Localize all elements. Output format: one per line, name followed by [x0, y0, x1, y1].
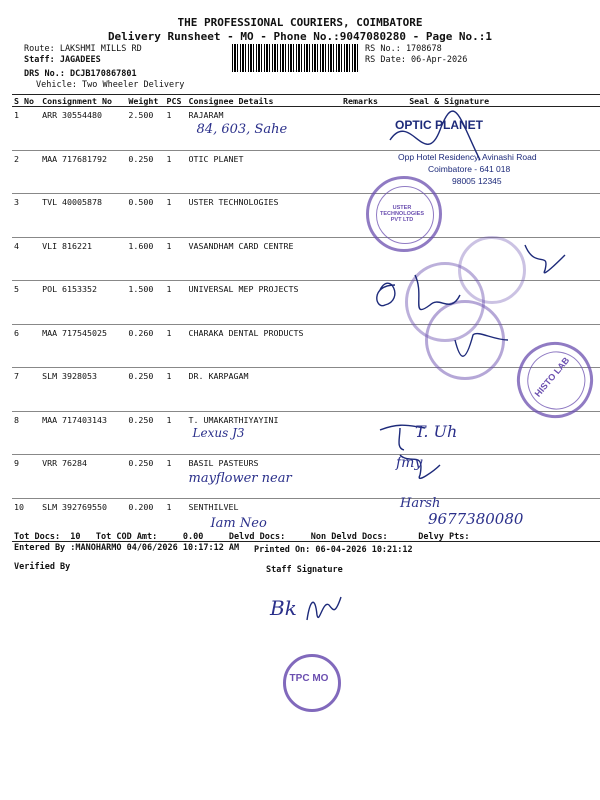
row-pcs: 1 [164, 237, 186, 281]
tpc-mo-seal-text: TPC MO [289, 673, 329, 684]
row-weight: 0.260 [126, 324, 164, 368]
row-weight: 0.200 [126, 498, 164, 542]
row-sno: 10 [12, 498, 40, 542]
row8-signature-text: T. Uh [415, 422, 458, 441]
row-consignee: DR. KARPAGAM [187, 368, 342, 412]
col-sno: S No [12, 95, 40, 107]
handwritten-note: Lexus J3 [192, 425, 245, 440]
row-consignee: CHARAKA DENTAL PRODUCTS [187, 324, 342, 368]
row-pcs: 1 [164, 455, 186, 499]
staff-label: Staff: JAGADEES [24, 55, 101, 65]
row-weight: 1.500 [126, 281, 164, 325]
row-consignee [187, 411, 342, 455]
row10-signature-text: Harsh [400, 496, 441, 511]
row-pcs: 1 [164, 107, 186, 151]
signature-row1 [390, 111, 480, 160]
row-consignment: MAA 717403143 [40, 411, 126, 455]
optic-planet-stamp-title: OPTIC PLANET [395, 118, 484, 132]
uster-seal-text: USTER TECHNOLOGIES PVT LTD [379, 205, 424, 223]
histo-lab-seal-text: HISTO LAB [532, 355, 572, 399]
row-pcs: 1 [164, 281, 186, 325]
staff-signature-scribble [305, 592, 345, 622]
row-pcs: 1 [164, 411, 186, 455]
col-weight: Weight [126, 95, 164, 107]
row-consignment: SLM 3928053 [40, 368, 126, 412]
entered-by: Entered By :MANOHARMO 04/06/2026 10:17:12 AM [14, 543, 240, 553]
col-seal-signature: Seal & Signature [385, 95, 600, 107]
staff-signature-path [307, 597, 341, 620]
col-pcs: PCS [164, 95, 186, 107]
verified-by-label: Verified By [14, 562, 71, 572]
signature-row5 [415, 275, 460, 310]
row-pcs: 1 [164, 150, 186, 194]
row-consignment: MAA 717681792 [40, 150, 126, 194]
row-consignment: VLI 816221 [40, 237, 126, 281]
row-consignee: USTER TECHNOLOGIES [187, 194, 342, 238]
col-remarks: Remarks [341, 95, 385, 107]
route-label: Route: LAKSHMI MILLS RD [24, 44, 142, 54]
staff-handwritten-signature: Bk [270, 596, 297, 620]
row-pcs: 1 [164, 368, 186, 412]
row-weight: 2.500 [126, 107, 164, 151]
row9-signature-text: fmy [396, 455, 423, 471]
signature-row5-right [525, 245, 565, 273]
row-consignment: TVL 40005878 [40, 194, 126, 238]
row-consignee: OTIC PLANET [187, 150, 342, 194]
col-consignment: Consignment No [40, 95, 126, 107]
row-consignee [187, 107, 342, 151]
handwritten-note: 84, 603, Sahe [196, 122, 288, 137]
rs-date: RS Date: 06-Apr-2026 [365, 55, 468, 65]
barcode [232, 44, 360, 72]
consignee-name: SENTHILVEL [188, 501, 239, 512]
row10-phone-handwritten: 9677380080 [428, 510, 524, 528]
staff-signature-label: Staff Signature [266, 565, 343, 575]
row-consignment: ARR 30554480 [40, 107, 126, 151]
signature-row5-circle [377, 283, 395, 305]
signature-row6 [455, 334, 508, 357]
row-weight: 0.250 [126, 368, 164, 412]
row-pcs: 1 [164, 324, 186, 368]
company-title: THE PROFESSIONAL COURIERS, COIMBATORE [177, 16, 423, 29]
optic-planet-stamp-city: Coimbatore - 641 018 [428, 164, 511, 174]
row-weight: 0.250 [126, 150, 164, 194]
consignee-name: BASIL PASTEURS [188, 458, 259, 468]
row-weight: 0.500 [126, 194, 164, 238]
row-sno: 1 [12, 107, 40, 151]
row-consignment: SLM 392769550 [40, 498, 126, 542]
row-consignment: MAA 717545025 [40, 324, 126, 368]
handwritten-note: mayflower near [188, 471, 292, 486]
row-consignment: VRR 76284 [40, 455, 126, 499]
row-weight: 0.250 [126, 411, 164, 455]
vehicle-label: Vehicle: Two Wheeler Delivery [36, 80, 185, 90]
optic-planet-stamp-address: Opp Hotel Residency, Avinashi Road [398, 152, 537, 162]
row-pcs: 1 [164, 194, 186, 238]
signatures [370, 100, 600, 540]
row-consignee: UNIVERSAL MEP PROJECTS [187, 281, 342, 325]
row-consignment: POL 6153352 [40, 281, 126, 325]
runsheet-subtitle: Delivery Runsheet - MO - Phone No.:9047080280 - Page No.:1 [107, 30, 493, 43]
row-weight: 0.250 [126, 455, 164, 499]
totals-line: Tot Docs: 10 Tot COD Amt: 0.00 Delvd Docs: Non Delvd Docs: Delvy Pts: [14, 532, 470, 542]
row-sno: 5 [12, 281, 40, 325]
row-sno: 6 [12, 324, 40, 368]
optic-planet-stamp-phone: 98005 12345 [452, 176, 502, 186]
row-weight: 1.600 [126, 237, 164, 281]
row-sno: 4 [12, 237, 40, 281]
row-sno: 7 [12, 368, 40, 412]
handwritten-note: Iam Neo [210, 515, 267, 531]
row-sno: 9 [12, 455, 40, 499]
rs-number: RS No.: 1708678 [365, 44, 442, 54]
row-sno: 8 [12, 411, 40, 455]
consignee-name: T. UMAKARTHIYAYINI [188, 414, 279, 425]
drs-number: DRS No.: DCJB170867801 [24, 69, 137, 79]
row-consignee [187, 455, 342, 499]
col-consignee: Consignee Details [187, 95, 342, 107]
row-sno: 3 [12, 194, 40, 238]
consignee-name: RAJARAM [188, 110, 224, 120]
row-sno: 2 [12, 150, 40, 194]
row-pcs: 1 [164, 498, 186, 542]
printed-on: Printed On: 06-04-2026 10:21:12 [254, 545, 413, 555]
row-consignee: VASANDHAM CARD CENTRE [187, 237, 342, 281]
